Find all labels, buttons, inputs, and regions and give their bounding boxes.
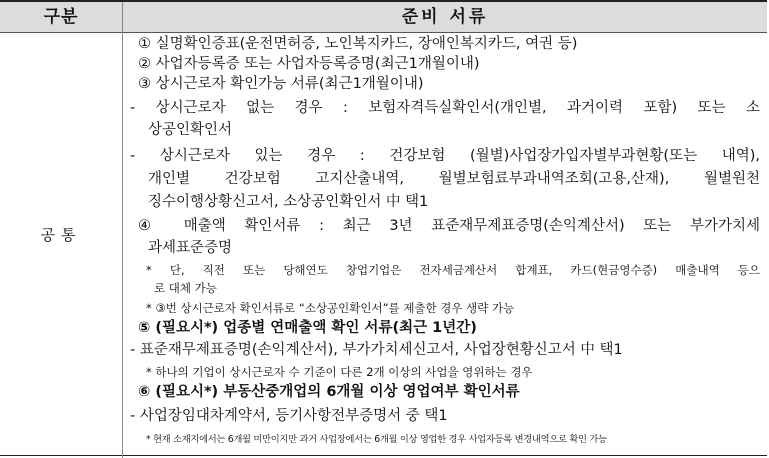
- table-header: [0, 2, 767, 33]
- item-6: ⑥ (필요시*) 부동산중개업의 6개월 이상 영업여부 확인서류: [138, 384, 520, 400]
- item-3-sub-1: - 상시근로자 없는 경우 : 보험자격득실확인서(개인별, 과거이력 포함) 또는 소: [130, 100, 760, 116]
- header-documents: 준비 서류: [401, 7, 489, 27]
- item-1: ① 실명확인증표(운전면허증, 노인복지카드, 장애인복지카드, 여권 등): [138, 36, 578, 52]
- column-divider: [122, 2, 123, 458]
- note-4-1: * 단, 직전 또는 당해연도 창업기업은 전자세금계산서 합계표, 카드(현금영수증) 매출내역 등으: [146, 263, 760, 277]
- note-6: * 현재 소재지에서는 6개월 미만이지만 과거 사업장에서는 6개월 이상 영업한 경우 사업자등록 변경내역으로 확인 가능: [146, 434, 607, 445]
- item-3: ③ 상시근로자 확인가능 서류(최근1개월이내): [138, 76, 424, 92]
- note-4-1-cont: 로 대체 가능: [154, 281, 217, 295]
- item-3-sub-1-cont: 상공인확인서: [148, 122, 233, 138]
- item-3-sub-2-cont-1: 개인별 건강보험 고지산출내역, 월별보험료부과내역조회(고용,산재), 월별원천: [148, 171, 760, 187]
- item-5: ⑤ (필요시*) 업종별 연매출액 확인 서류(최근 1년간): [138, 320, 477, 336]
- item-2: ② 사업자등록증 또는 사업자등록증명(최근1개월이내): [138, 56, 480, 72]
- item-3-sub-2: - 상시근로자 있는 경우 : 건강보험 (월별)사업장가입자별부과현황(또는 내역),: [130, 148, 760, 164]
- category-cell: 공통: [40, 226, 82, 244]
- item-3-sub-2-cont-2: 징수이행상황신고서, 소상공인확인서 中 택1: [148, 194, 429, 210]
- header-category: 구분: [43, 7, 79, 27]
- item-6-sub: - 사업장임대차계약서, 등기사항전부증명서 중 택1: [130, 408, 448, 424]
- item-4: ④ 매출액 확인서류 : 최근 3년 표준재무제표증명(손익계산서) 또는 부가가치세: [138, 218, 760, 234]
- item-5-sub: - 표준재무제표증명(손익계산서), 부가가치세신고서, 사업장현황신고서 中 택1: [130, 342, 623, 358]
- item-4-cont: 과세표준증명: [148, 240, 233, 256]
- note-4-2: * ③번 상시근로자 확인서류로 “소상공인확인서”를 제출한 경우 생략 가능: [146, 301, 515, 315]
- note-5: * 하나의 기업이 상시근로자 수 기준이 다른 2개 이상의 사업을 영위하는 경우: [146, 365, 533, 379]
